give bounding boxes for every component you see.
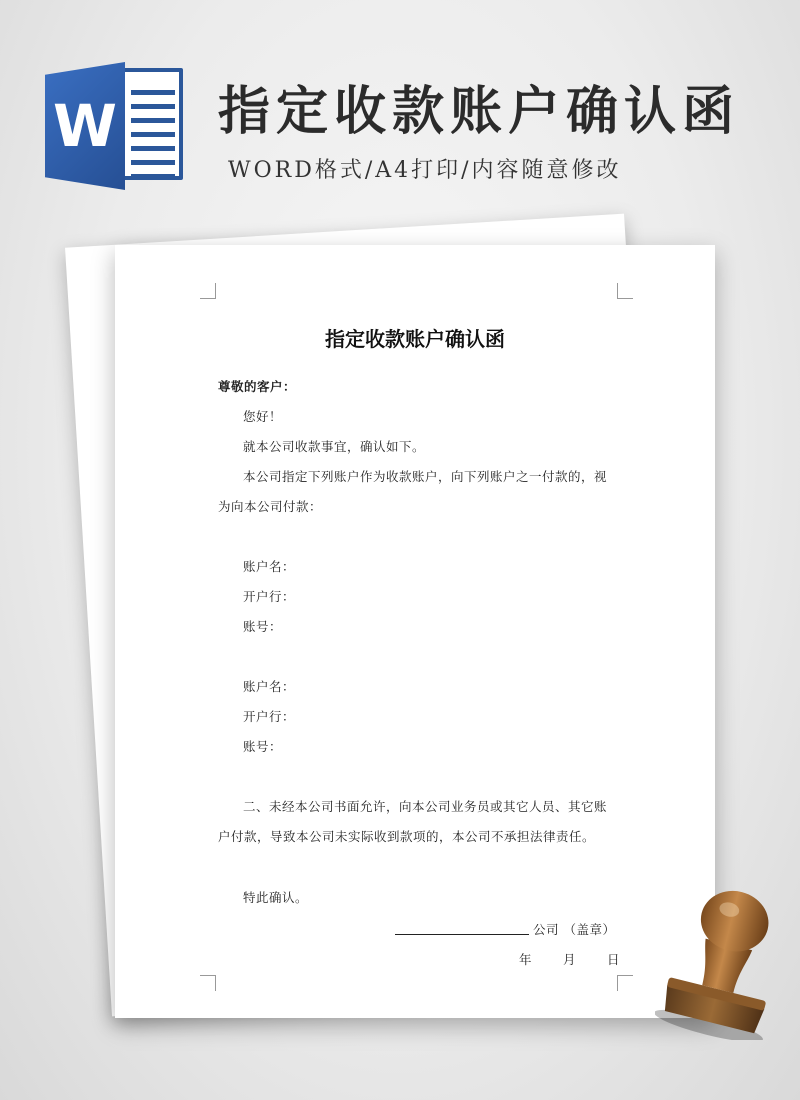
- intro-line: 就本公司收款事宜，确认如下。: [243, 439, 426, 454]
- corner-mark-top-right: [617, 283, 633, 299]
- paragraph2-line1: 二、未经本公司书面允许，向本公司业务员或其它人员、其它账: [243, 799, 608, 814]
- document-page: [115, 245, 715, 1018]
- stamp-icon: [655, 880, 795, 1040]
- account2-name-label: 账户名：: [243, 679, 296, 694]
- greeting: 尊敬的客户：: [218, 379, 297, 394]
- corner-mark-bottom-left: [200, 975, 216, 991]
- word-icon: [45, 62, 185, 190]
- date-line: [519, 950, 651, 968]
- signature-underline: [395, 934, 529, 935]
- paragraph1-line1: 本公司指定下列账户作为收款账户，向下列账户之一付款的，视: [243, 469, 608, 484]
- account2-number-label: 账号：: [243, 739, 283, 754]
- account1-number-label: 账号：: [243, 619, 283, 634]
- date-day: 日: [607, 952, 621, 967]
- word-letter: W: [53, 92, 117, 160]
- closing-line: 特此确认。: [243, 890, 309, 905]
- account1-bank-label: 开户行：: [243, 589, 296, 604]
- page-subtitle: WORD格式/A4打印/内容随意修改: [228, 158, 622, 183]
- paragraph1-line2: 为向本公司付款：: [218, 499, 323, 514]
- corner-mark-top-left: [200, 283, 216, 299]
- account1-name-label: 账户名：: [243, 559, 296, 574]
- hello-line: 您好！: [243, 409, 283, 424]
- page-title: 指定收款账户确认函: [218, 82, 741, 142]
- document-title: 指定收款账户确认函: [325, 327, 505, 351]
- date-year: 年: [519, 952, 533, 967]
- paragraph2-line2: 户付款，导致本公司未实际收到款项的，本公司不承担法律责任。: [218, 829, 596, 844]
- account2-bank-label: 开户行：: [243, 709, 296, 724]
- corner-mark-bottom-right: [617, 975, 633, 991]
- date-month: 月: [563, 952, 577, 967]
- signature-label: 公司 （盖章）: [533, 922, 616, 937]
